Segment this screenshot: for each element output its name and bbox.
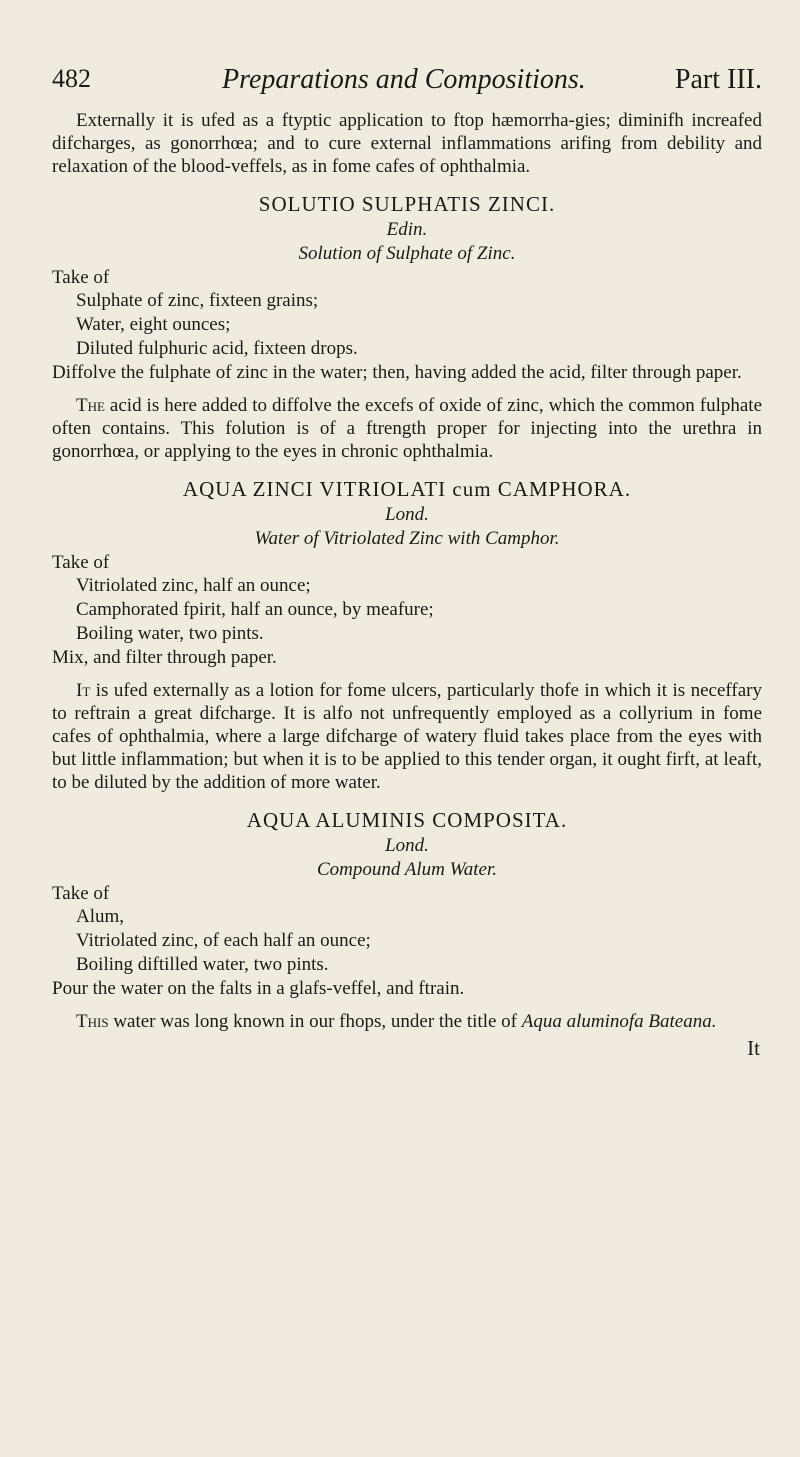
section-title: AQUA ALUMINIS COMPOSITA.: [246, 808, 568, 832]
section-title: AQUA ZINCI VITRIOLATI cum CAMPHORA.: [182, 477, 632, 501]
ingredient: Vitriolated zinc, half an ounce;: [76, 575, 311, 596]
ingredient-list: [52, 905, 762, 977]
commentary-text: is ufed externally as a lotion for fome ulcers, particularly thofe in which it is neceffary to reftrain a great difcharge. It is alfo not unfrequently employed as a collyrium in fome cafes of ophthalmia, where a large difcharge of watery fluid takes place from the eyes with but little inflammation; but when it is to be applied to this tender organ, it ought firft, at leaft, to be diluted by the addition of more water.: [52, 680, 762, 793]
commentary-text: acid is here added to diffolve the excefs of oxide of zinc, which the common fulphate often contains. This folution is of a ftrength proper for injecting into the urethra in gonorrhœa, or applying to the eyes in chronic ophthalmia.: [52, 395, 762, 462]
commentary-lead: The: [76, 395, 105, 416]
ingredient: Water, eight ounces;: [76, 314, 231, 335]
running-head: [52, 64, 762, 104]
ingredient: Boiling water, two pints.: [76, 623, 264, 644]
ingredient: Sulphate of zinc, fixteen grains;: [76, 290, 319, 311]
section-subtitle: Solution of Sulphate of Zinc.: [298, 243, 516, 264]
ingredient: Boiling diftilled water, two pints.: [76, 954, 329, 975]
page-number: 482: [52, 64, 91, 93]
commentary-lead: This: [76, 1011, 109, 1032]
part-label: Part III.: [674, 64, 762, 95]
section-aqua-aluminis-composita: [52, 806, 762, 1033]
section-aqua-zinci-vitriolati: [52, 475, 762, 794]
commentary: [52, 394, 762, 463]
ingredient-list: [52, 289, 762, 361]
intro-paragraph: Externally it is ufed as a ftyptic application to ftop hæmorrha-gies; diminifh increafed difcharges, as gonorrhœa; and to cure external inflammations arifing from debility and relaxation of the blood-veffels, as in fome cafes of ophthalmia.: [52, 110, 762, 177]
commentary-text: water was long known in our fhops, under the title of: [113, 1011, 517, 1032]
running-title: Preparations and Compositions.: [222, 64, 586, 95]
commentary: [52, 679, 762, 794]
section-subtitle: Compound Alum Water.: [317, 859, 497, 880]
take-of: Take of: [52, 267, 110, 288]
section-source: Lond.: [385, 835, 429, 856]
section-solutio-sulphatis-zinci: [52, 190, 762, 463]
section-subtitle: Water of Vitriolated Zinc with Camphor.: [254, 528, 560, 549]
directions: Pour the water on the falts in a glafs-veffel, and ftrain.: [52, 978, 465, 999]
catchword: It: [747, 1036, 760, 1060]
section-title: SOLUTIO SULPHATIS ZINCI.: [258, 192, 556, 216]
commentary-lead: It: [76, 680, 91, 701]
take-of: Take of: [52, 552, 110, 573]
ingredient: Camphorated fpirit, half an ounce, by meafure;: [76, 599, 434, 620]
ingredient-list: [52, 574, 762, 646]
commentary: [52, 1010, 762, 1033]
directions: Mix, and filter through paper.: [52, 647, 277, 668]
ingredient: Diluted fulphuric acid, fixteen drops.: [76, 338, 358, 359]
section-source: Edin.: [386, 219, 428, 240]
take-of: Take of: [52, 883, 110, 904]
page-body: [52, 109, 762, 1063]
ingredient: Alum,: [76, 906, 125, 927]
section-source: Lond.: [385, 504, 429, 525]
ingredient: Vitriolated zinc, of each half an ounce;: [76, 930, 371, 951]
commentary-italic-title: Aqua aluminofa Bateana.: [521, 1011, 717, 1032]
directions: Diffolve the fulphate of zinc in the water; then, having added the acid, filter through paper.: [52, 362, 742, 383]
